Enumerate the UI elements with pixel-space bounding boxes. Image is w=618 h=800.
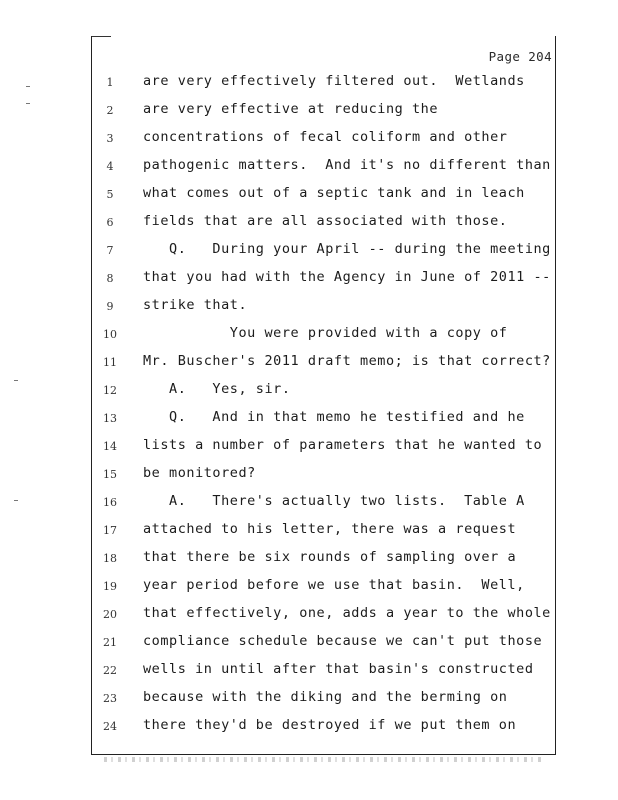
transcript-line bbox=[0, 238, 618, 266]
line-text: that there be six rounds of sampling over a bbox=[143, 549, 517, 565]
page-number-label: Page 204 bbox=[488, 49, 552, 64]
line-number: 2 bbox=[106, 104, 114, 117]
line-number: 24 bbox=[103, 720, 117, 733]
line-text: there they'd be destroyed if we put them on bbox=[143, 717, 517, 733]
line-number: 4 bbox=[106, 160, 114, 173]
transcript-line bbox=[0, 714, 618, 742]
line-text: be monitored? bbox=[143, 465, 256, 481]
transcript-line bbox=[0, 434, 618, 462]
line-number: 7 bbox=[106, 244, 114, 257]
line-text: that you had with the Agency in June of 2011 -- bbox=[143, 269, 551, 285]
line-text: year period before we use that basin. Well, bbox=[143, 577, 525, 593]
transcript-line bbox=[0, 686, 618, 714]
line-number: 5 bbox=[106, 188, 114, 201]
transcript-line bbox=[0, 98, 618, 126]
line-text: A. Yes, sir. bbox=[143, 381, 291, 397]
line-text: You were provided with a copy of bbox=[143, 325, 508, 341]
transcript-line bbox=[0, 658, 618, 686]
transcript-line bbox=[0, 322, 618, 350]
transcript-line bbox=[0, 210, 618, 238]
line-text: pathogenic matters. And it's no different than bbox=[143, 157, 551, 173]
line-text: strike that. bbox=[143, 297, 248, 313]
line-text: what comes out of a septic tank and in leach bbox=[143, 185, 525, 201]
line-text: lists a number of parameters that he wanted to bbox=[143, 437, 543, 453]
line-number: 10 bbox=[103, 328, 117, 341]
line-text: Q. During your April -- during the meeting bbox=[143, 241, 551, 257]
transcript-line bbox=[0, 518, 618, 546]
line-number: 21 bbox=[103, 636, 117, 649]
transcript-line bbox=[0, 602, 618, 630]
line-text: Q. And in that memo he testified and he bbox=[143, 409, 525, 425]
line-text: Mr. Buscher's 2011 draft memo; is that correct? bbox=[143, 353, 551, 369]
line-number: 19 bbox=[103, 580, 117, 593]
transcript-line bbox=[0, 182, 618, 210]
line-number: 12 bbox=[103, 384, 117, 397]
transcript-line bbox=[0, 126, 618, 154]
line-number: 23 bbox=[103, 692, 117, 705]
line-text: are very effectively filtered out. Wetlands bbox=[143, 73, 525, 89]
transcript-line bbox=[0, 574, 618, 602]
line-number: 22 bbox=[103, 664, 117, 677]
line-number: 1 bbox=[106, 76, 114, 89]
line-text: attached to his letter, there was a request bbox=[143, 521, 517, 537]
line-text: wells in until after that basin's constructed bbox=[143, 661, 534, 677]
line-number: 3 bbox=[106, 132, 114, 145]
line-text: because with the diking and the berming on bbox=[143, 689, 508, 705]
line-number: 11 bbox=[103, 356, 117, 369]
line-text: compliance schedule because we can't put those bbox=[143, 633, 543, 649]
transcript-line bbox=[0, 266, 618, 294]
transcript-line bbox=[0, 70, 618, 98]
line-number: 9 bbox=[106, 300, 114, 313]
line-number: 18 bbox=[103, 552, 117, 565]
transcript-line bbox=[0, 294, 618, 322]
line-number: 17 bbox=[103, 524, 117, 537]
line-number: 6 bbox=[106, 216, 114, 229]
line-text: that effectively, one, adds a year to the whole bbox=[143, 605, 551, 621]
transcript-line bbox=[0, 350, 618, 378]
line-number: 15 bbox=[103, 468, 117, 481]
line-text: A. There's actually two lists. Table A bbox=[143, 493, 525, 509]
line-number: 14 bbox=[103, 440, 117, 453]
line-number: 8 bbox=[106, 272, 114, 285]
line-text: are very effective at reducing the bbox=[143, 101, 439, 117]
line-text: concentrations of fecal coliform and other bbox=[143, 129, 508, 145]
line-number: 13 bbox=[103, 412, 117, 425]
line-number: 20 bbox=[103, 608, 117, 621]
line-number: 16 bbox=[103, 496, 117, 509]
transcript-line bbox=[0, 154, 618, 182]
transcript-line bbox=[0, 406, 618, 434]
transcript-line bbox=[0, 378, 618, 406]
transcript-line bbox=[0, 462, 618, 490]
transcript-line bbox=[0, 546, 618, 574]
line-text: fields that are all associated with those. bbox=[143, 213, 508, 229]
transcript-line bbox=[0, 490, 618, 518]
scan-footer-artifact bbox=[104, 757, 544, 762]
transcript-line bbox=[0, 630, 618, 658]
